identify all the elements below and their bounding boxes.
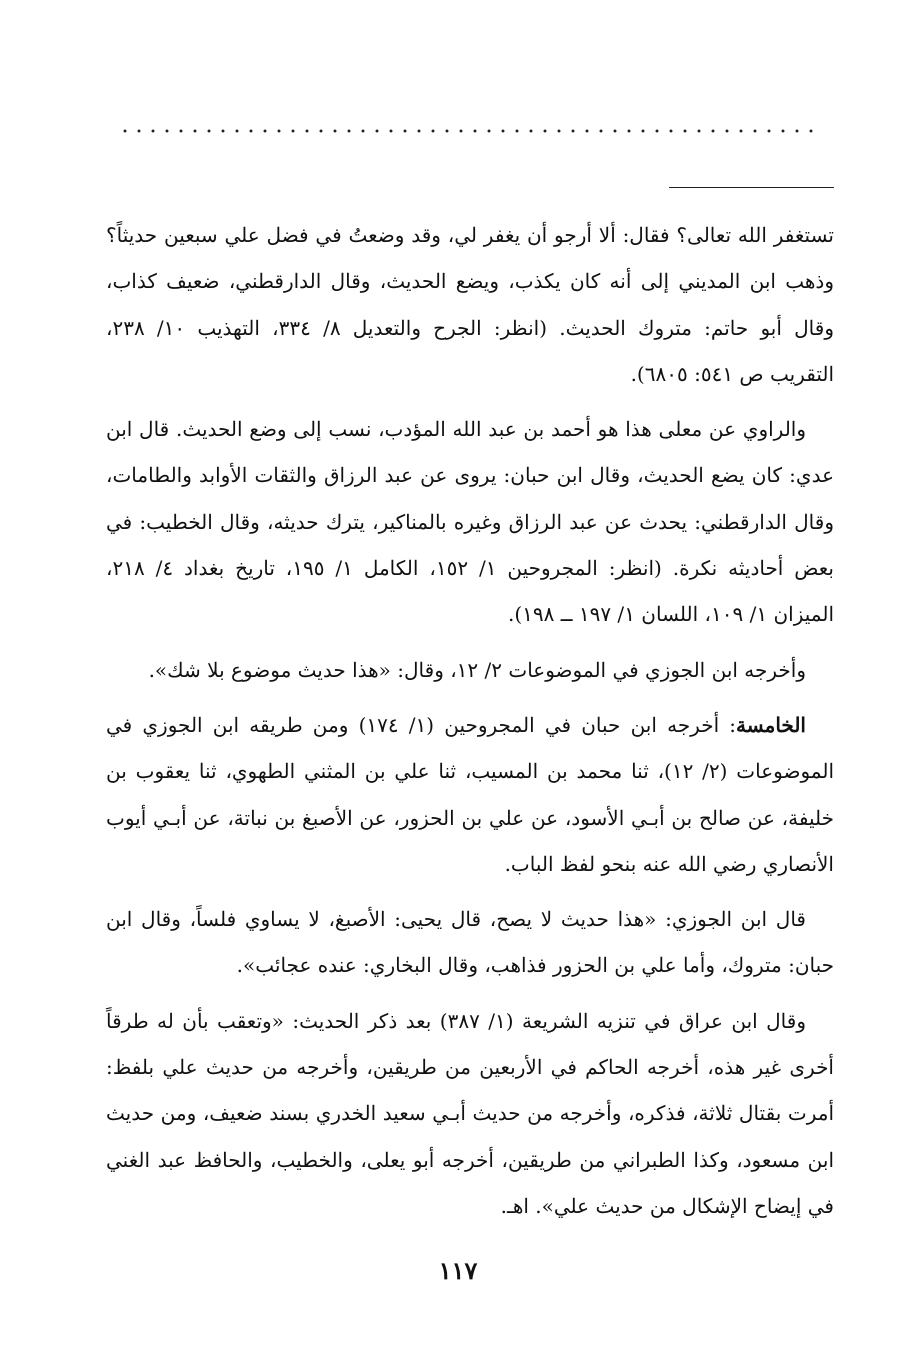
dotted-separator — [118, 128, 818, 134]
footnote-paragraph-1: تستغفر الله تعالى؟ فقال: ألا أرجو أن يغفر لي، وقد وضعتُ في فضل علي سبعين حديثاً؟ وذهب ابن المديني إلى أنه كان يكذب، ويضع الحديث، وقال الدارقطني، ضعيف كذاب، وقال أبو حاتم: متروك الحديث. (انظر: الجرح والتعديل ٨/ ٣٣٤، التهذيب ١٠/ ٢٣٨، التقريب ص ٥٤١: ٦٨٠٥). — [106, 223, 834, 386]
paragraph-4-text: : أخرجه ابن حبان في المجروحين (١/ ١٧٤) ومن طريقه ابن الجوزي في الموضوعات (٢/ ١٢)، ثنا محمد بن المسيب، ثنا علي بن المثني الطهوي، ثنا يعقوب بن خليفة، عن صالح بن أبـي الأسود، عن علي بن الحزور، عن الأصبغ بن نباتة، عن أبـي أيوب الأنصاري رضي الله عنه بنحو لفظ الباب. — [106, 712, 834, 876]
footnote-paragraph-4 — [106, 702, 834, 887]
footnote-text — [106, 212, 834, 1229]
footnote-paragraph-6: وقال ابن عراق في تنزيه الشريعة (١/ ٣٨٧) بعد ذكر الحديث: «وتعقب بأن له طرقاً أخرى غير هذه، أخرجه الحاكم في الأربعين من طريقين، وأخرجه من حديث علي بلفظ: أمرت بقتال ثلاثة، فذكره، وأخرجه من حديث أبـي سعيد الخدري بسند ضعيف، ومن حديث ابن مسعود، وكذا الطبراني من طريقين، أخرجه أبو يعلى، والخطيب، والحافظ عبد الغني في إيضاح الإشكال من حديث علي». اهـ. — [106, 1008, 834, 1218]
footnote-rule — [669, 187, 834, 188]
paragraph-label-khamisa: الخامسة — [736, 712, 806, 737]
footnote-paragraph-3: وأخرجه ابن الجوزي في الموضوعات ٢/ ١٢، وقال: «هذا حديث موضوع بلا شك». — [148, 657, 806, 682]
page-number: ١١٧ — [438, 1256, 478, 1285]
footnote-paragraph-5: قال ابن الجوزي: «هذا حديث لا يصح، قال يحيى: الأصبغ، لا يساوي فلساً، وقال ابن حبان: متروك، وأما علي بن الحزور فذاهب، وقال البخاري: عنده عجائب». — [106, 907, 834, 978]
footnote-paragraph-2: والراوي عن معلى هذا هو أحمد بن عبد الله المؤدب، نسب إلى وضع الحديث. قال ابن عدي: كان يضع الحديث، وقال ابن حبان: يروى عن عبد الرزاق والثقات الأوابد والطامات، وقال الدارقطني: يحدث عن عبد الرزاق وغيره بالمناكير، يترك حديثه، وقال الخطيب: في بعض أحاديثه نكرة. (انظر: المجروحين ١/ ١٥٢، الكامل ١/ ١٩٥، تاريخ بغداد ٤/ ٢١٨، الميزان ١/ ١٠٩، اللسان ١/ ١٩٧ ــ ١٩٨). — [106, 417, 834, 627]
